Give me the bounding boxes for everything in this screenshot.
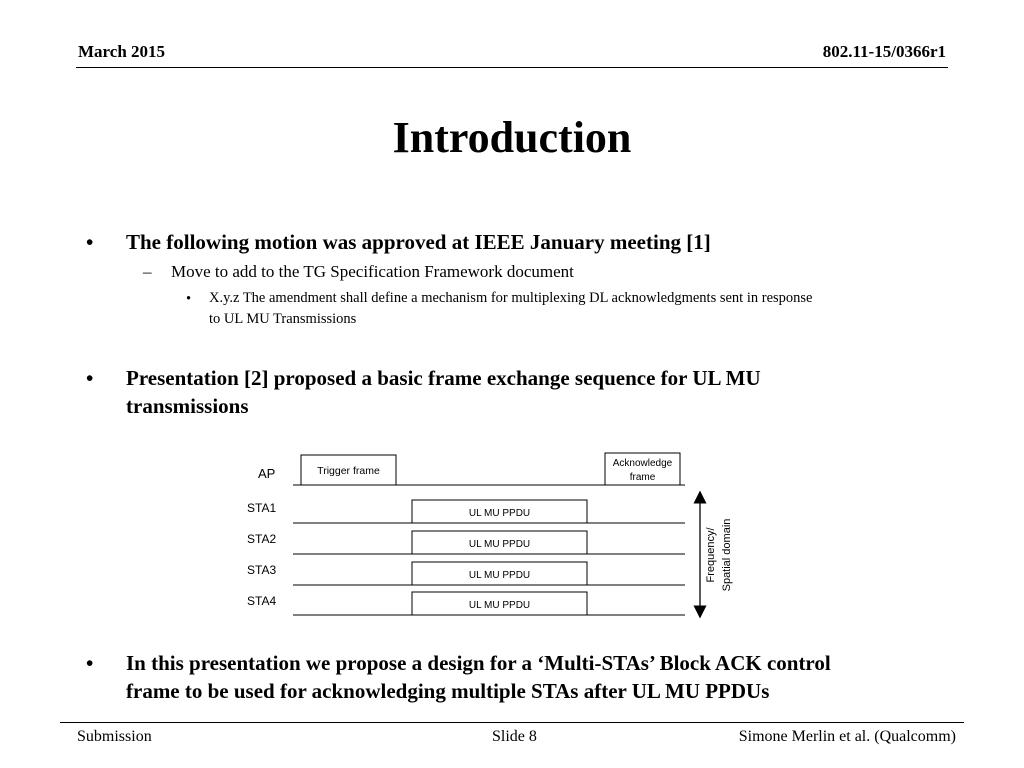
bullet-marker: • <box>86 230 94 254</box>
footer-author: Simone Merlin et al. (Qualcomm) <box>738 728 956 745</box>
footer-divider <box>60 722 964 723</box>
sta1-label: STA1 <box>247 501 277 515</box>
slide-title: Introduction <box>392 113 632 162</box>
footer-slide-number: Slide 8 <box>492 728 537 745</box>
sta1-ppdu-label: UL MU PPDU <box>468 508 531 519</box>
ap-label: AP <box>258 466 276 481</box>
acknowledge-frame-line2: frame <box>629 472 656 483</box>
sta3-ppdu-label: UL MU PPDU <box>468 570 531 581</box>
bullet-proposal-line2: frame to be used for acknowledging multiple STAs after UL MU PPDUs <box>126 679 770 703</box>
sta2-label: STA2 <box>247 532 277 546</box>
sta2-ppdu-label: UL MU PPDU <box>468 539 531 550</box>
bullet-marker: • <box>86 651 94 675</box>
acknowledge-frame-line1: Acknowledge <box>612 458 673 469</box>
sta3-label: STA3 <box>247 563 277 577</box>
bullet-marker: • <box>86 366 94 390</box>
header-date: March 2015 <box>78 42 166 61</box>
bullet-motion: The following motion was approved at IEEE January meeting [1] <box>126 230 711 254</box>
header-doc-id: 802.11-15/0366r1 <box>822 42 946 61</box>
bullet-proposal-line1: In this presentation we propose a design for a ‘Multi-STAs’ Block ACK control <box>126 651 831 675</box>
sta4-ppdu-label: UL MU PPDU <box>468 600 531 611</box>
dash-marker: – <box>143 262 152 281</box>
frequency-axis-label-line2: Spatial domain <box>721 518 733 592</box>
subsub-bullet-marker: • <box>186 291 192 307</box>
sta4-label: STA4 <box>247 594 277 608</box>
trigger-frame-label: Trigger frame <box>317 465 380 477</box>
footer-submission: Submission <box>77 728 152 745</box>
sub-bullet-motion: Move to add to the TG Specification Framework document <box>171 262 574 281</box>
subsub-bullet-line1: X.y.z The amendment shall define a mechanism for multiplexing DL acknowledgments sent in response <box>209 290 813 306</box>
bullet-presentation-line2: transmissions <box>126 394 249 418</box>
frequency-axis-label-line1: Frequency/ <box>705 527 717 583</box>
subsub-bullet-line2: to UL MU Transmissions <box>209 311 357 327</box>
bullet-presentation-line1: Presentation [2] proposed a basic frame exchange sequence for UL MU <box>126 366 761 390</box>
